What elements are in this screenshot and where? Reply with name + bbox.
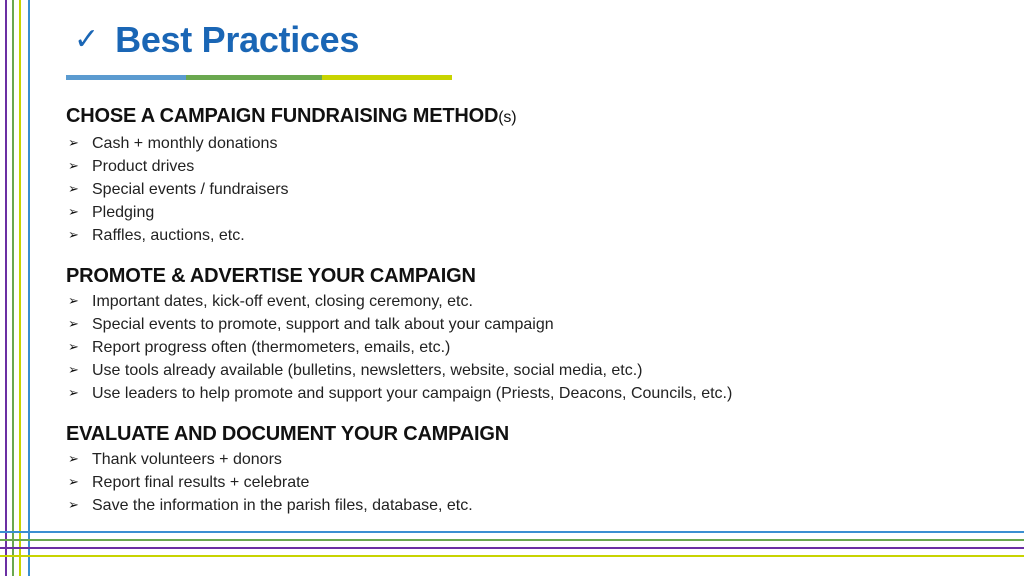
- page-title: Best Practices: [115, 19, 360, 60]
- list-item: ➢ Save the information in the parish files, database, etc.: [68, 496, 473, 514]
- list-item: ➢ Special events / fundraisers: [68, 180, 289, 198]
- decor-hline-green: [0, 539, 1024, 541]
- decor-hline-yellow: [0, 555, 1024, 557]
- arrow-bullet-icon: ➢: [68, 159, 79, 174]
- arrow-bullet-icon: ➢: [68, 386, 79, 401]
- list-item: ➢ Use leaders to help promote and support your campaign (Priests, Deacons, Councils, etc.): [68, 384, 733, 402]
- heading-suffix: (s): [498, 109, 517, 126]
- arrow-bullet-icon: ➢: [68, 317, 79, 332]
- content: [66, 102, 1006, 532]
- section-heading: EVALUATE AND DOCUMENT YOUR CAMPAIGN: [66, 423, 510, 445]
- list-item: ➢ Pledging: [68, 203, 155, 221]
- decor-hline-purple: [0, 547, 1024, 549]
- arrow-bullet-icon: ➢: [68, 205, 79, 220]
- checkmark-icon: ✓: [74, 22, 100, 57]
- section-promote-advertise: [66, 262, 1006, 405]
- list-item: ➢ Cash + monthly donations: [68, 134, 278, 152]
- list-item: ➢ Raffles, auctions, etc.: [68, 226, 245, 244]
- arrow-bullet-icon: ➢: [68, 452, 79, 467]
- list-item: ➢ Product drives: [68, 157, 195, 175]
- arrow-bullet-icon: ➢: [68, 182, 79, 197]
- section-heading: CHOSE A CAMPAIGN FUNDRAISING METHOD(s): [66, 105, 517, 127]
- section-evaluate-document: [66, 420, 1006, 517]
- decor-vline-yellow: [19, 0, 21, 576]
- underline-segment-yellow: [322, 75, 452, 80]
- arrow-bullet-icon: ➢: [68, 340, 79, 355]
- title-underline: [66, 75, 452, 80]
- list-item: ➢ Report final results + celebrate: [68, 473, 310, 491]
- section-heading: PROMOTE & ADVERTISE YOUR CAMPAIGN: [66, 265, 476, 287]
- arrow-bullet-icon: ➢: [68, 136, 79, 151]
- title-row: [74, 19, 360, 60]
- section-fundraising-method: [66, 102, 1006, 247]
- underline-segment-blue: [66, 75, 186, 80]
- arrow-bullet-icon: ➢: [68, 475, 79, 490]
- arrow-bullet-icon: ➢: [68, 498, 79, 513]
- list-item: ➢ Use tools already available (bulletins, newsletters, website, social media, etc.): [68, 361, 643, 379]
- arrow-bullet-icon: ➢: [68, 294, 79, 309]
- decor-vline-purple: [5, 0, 7, 576]
- list-item: ➢ Special events to promote, support and talk about your campaign: [68, 315, 554, 333]
- arrow-bullet-icon: ➢: [68, 228, 79, 243]
- list-item: ➢ Important dates, kick-off event, closing ceremony, etc.: [68, 292, 473, 310]
- bullet-list: [66, 448, 1006, 517]
- bullet-list: [66, 132, 1006, 247]
- decor-vline-green: [12, 0, 14, 576]
- underline-segment-green: [186, 75, 322, 80]
- list-item: ➢ Report progress often (thermometers, emails, etc.): [68, 338, 451, 356]
- list-item: ➢ Thank volunteers + donors: [68, 450, 282, 468]
- arrow-bullet-icon: ➢: [68, 363, 79, 378]
- decor-vline-blue: [28, 0, 30, 576]
- bullet-list: [66, 290, 1006, 405]
